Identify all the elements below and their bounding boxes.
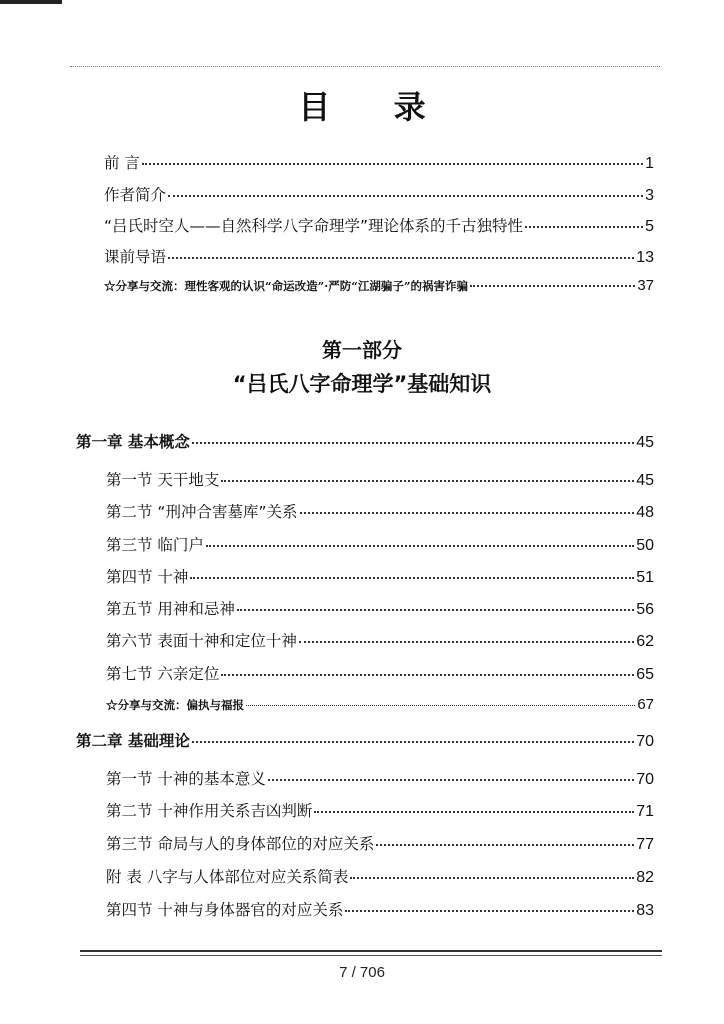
toc-section-label: 第三节 命局与人的身体部位的对应关系	[106, 835, 375, 853]
part-title: “吕氏八字命理学”基础知识	[232, 372, 492, 396]
footer-rule	[80, 950, 662, 952]
leader-dots	[192, 442, 634, 444]
toc-section-page: 83	[636, 902, 654, 919]
toc-entry-share-1[interactable]	[104, 277, 654, 294]
leader-dots	[300, 512, 635, 514]
toc-section[interactable]	[106, 565, 654, 587]
toc-section[interactable]	[106, 629, 654, 651]
toc-section-label: 第七节 六亲定位	[106, 665, 220, 683]
toc-section-page: 70	[636, 771, 654, 788]
leader-dots	[221, 480, 634, 482]
leader-dots	[345, 910, 634, 912]
part-number: 第一部分	[322, 338, 402, 362]
toc-section-label: 第一节 十神的基本意义	[106, 770, 266, 788]
toc-section-page: 62	[636, 633, 654, 650]
toc-entry-label: 课前导语	[104, 248, 167, 266]
toc-section-label: 第三节 临门户	[106, 536, 204, 554]
leader-dots	[299, 641, 634, 643]
toc-entry-page: 67	[637, 696, 654, 713]
page-title: 目 录	[298, 88, 452, 126]
toc-chapter-1[interactable]	[76, 430, 654, 452]
toc-section-page: 56	[636, 601, 654, 618]
toc-section-label: 附 表 八字与人体部位对应关系简表	[106, 868, 349, 886]
toc-entry-label: 前 言	[104, 154, 140, 172]
toc-entry-preface[interactable]	[104, 151, 654, 173]
toc-section[interactable]	[106, 500, 654, 522]
toc-section-page: 51	[636, 569, 654, 586]
leader-dots	[190, 577, 634, 579]
toc-chapter-2[interactable]	[76, 729, 654, 751]
toc-section-page: 71	[636, 803, 654, 820]
leader-dots	[221, 674, 634, 676]
leader-dots	[142, 163, 643, 165]
leader-dots	[246, 705, 635, 706]
leader-dots	[525, 226, 643, 228]
toc-entry-page: 13	[636, 249, 654, 266]
toc-section-page: 48	[636, 504, 654, 521]
leader-dots	[168, 195, 643, 197]
toc-entry-intro[interactable]	[104, 245, 654, 267]
toc-section-label: 第四节 十神	[106, 568, 189, 586]
toc-chapter-label: 第一章 基本概念	[76, 433, 190, 451]
toc-section-label: 第五节 用神和忌神	[106, 600, 235, 618]
toc-chapter-page: 70	[636, 733, 654, 750]
toc-section[interactable]	[106, 832, 654, 854]
toc-entry-page: 37	[637, 277, 654, 294]
toc-section-page: 82	[636, 869, 654, 886]
toc-section[interactable]	[106, 597, 654, 619]
leader-dots	[206, 545, 634, 547]
toc-entry-theory[interactable]	[104, 214, 654, 236]
toc-section[interactable]	[106, 662, 654, 684]
toc-chapter-page: 45	[636, 434, 654, 451]
toc-section-label: 第六节 表面十神和定位十神	[106, 632, 297, 650]
toc-entry-label: “吕氏时空人——自然科学八字命理学”理论体系的千古独特性	[104, 217, 524, 235]
corner-mark	[0, 0, 62, 4]
toc-section-label: 第四节 十神与身体器官的对应关系	[106, 901, 344, 919]
toc-section[interactable]	[106, 898, 654, 920]
toc-entry-page: 1	[645, 155, 654, 172]
leader-dots	[376, 844, 634, 846]
leader-dots	[470, 285, 635, 287]
toc-section-page: 45	[636, 472, 654, 489]
toc-chapter-label: 第二章 基础理论	[76, 732, 190, 750]
leader-dots	[237, 609, 634, 611]
leader-dots	[168, 257, 634, 259]
footer-rule-thin	[80, 955, 662, 956]
leader-dots	[192, 741, 634, 743]
toc-entry-label: ☆分享与交流：理性客观的认识“命运改造”·严防“江湖骗子”的祸害诈骗	[104, 279, 468, 293]
toc-section-page: 77	[636, 836, 654, 853]
toc-section-label: 第一节 天干地支	[106, 471, 220, 489]
toc-entry-author[interactable]	[104, 183, 654, 205]
leader-dots	[350, 877, 634, 879]
toc-entry-share-2[interactable]	[106, 696, 654, 713]
toc-entry-page: 3	[645, 187, 654, 204]
toc-entry-label: 作者简介	[104, 186, 167, 204]
leader-dots	[268, 779, 634, 781]
top-rule	[70, 66, 660, 67]
leader-dots	[314, 811, 634, 813]
toc-section[interactable]	[106, 799, 654, 821]
toc-section-label: 第二节 十神作用关系吉凶判断	[106, 802, 313, 820]
toc-section-label: 第二节 “刑冲合害墓库”关系	[106, 503, 298, 521]
toc-entry-label: ☆分享与交流：偏执与福报	[106, 698, 244, 712]
toc-entry-page: 5	[645, 218, 654, 235]
toc-section[interactable]	[106, 468, 654, 490]
toc-section-page: 65	[636, 666, 654, 683]
toc-section[interactable]	[106, 865, 654, 887]
toc-section[interactable]	[106, 767, 654, 789]
toc-section-page: 50	[636, 537, 654, 554]
toc-section[interactable]	[106, 533, 654, 555]
page-indicator: 7 / 706	[339, 964, 385, 981]
